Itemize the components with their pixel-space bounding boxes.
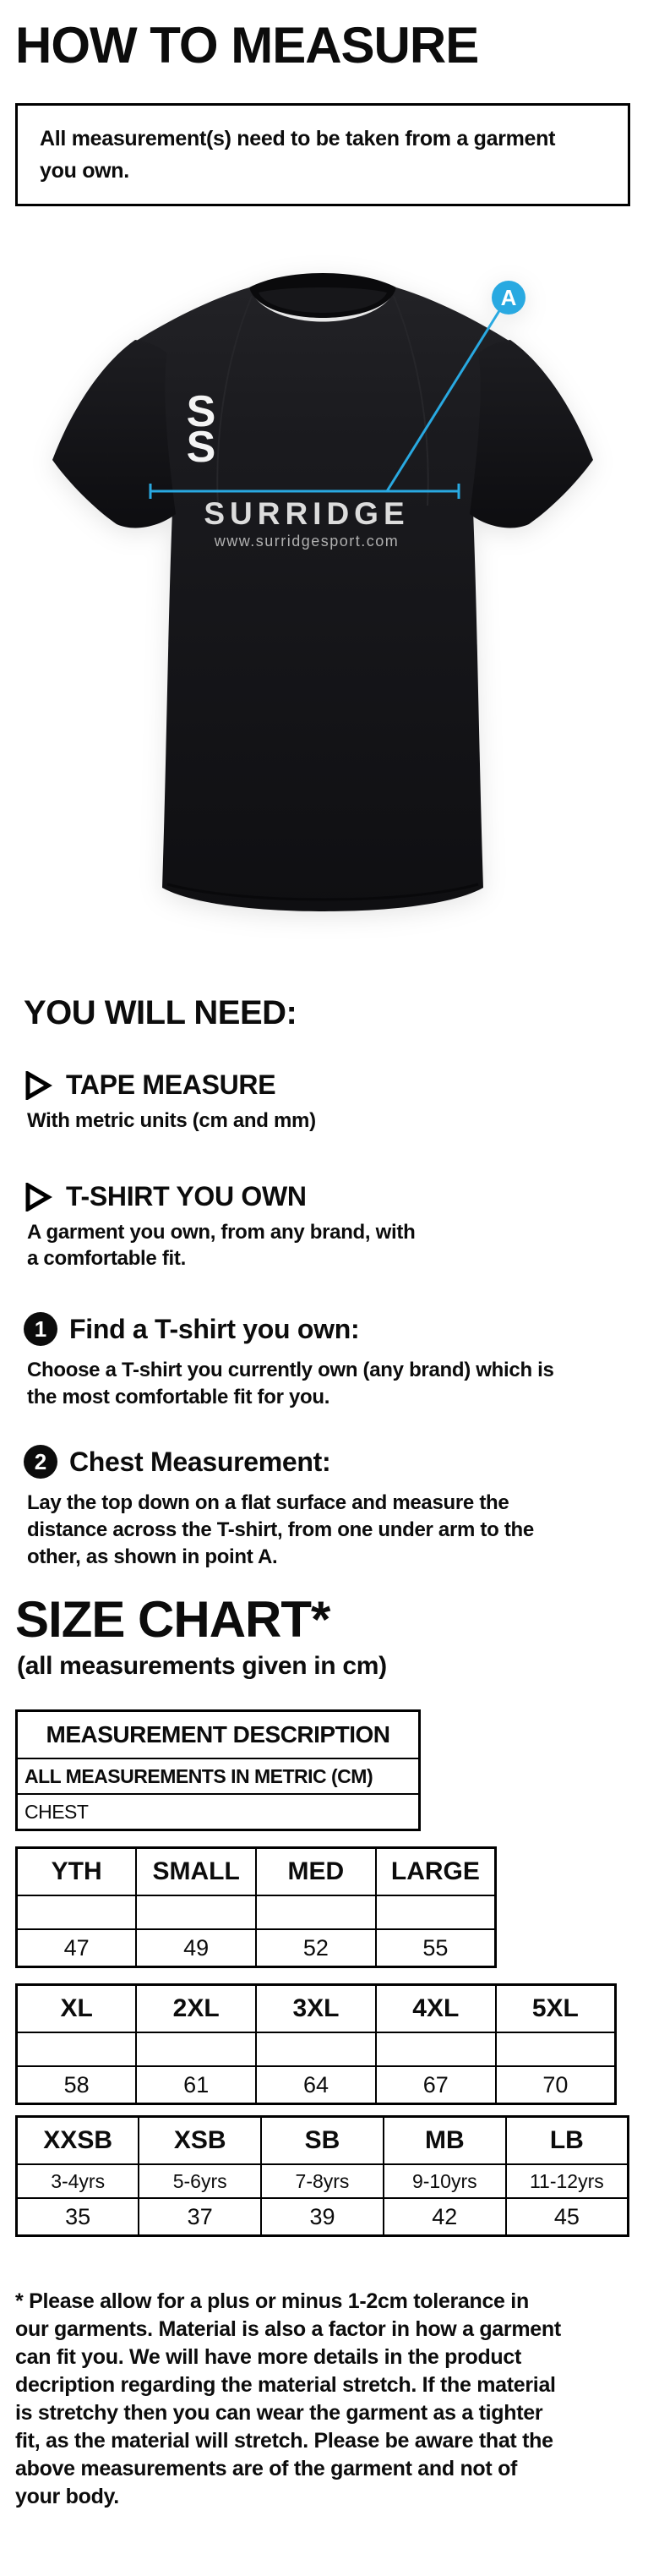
page-title: HOW TO MEASURE — [15, 17, 479, 74]
shirt-brand-text: SURRIDGE — [204, 496, 410, 531]
size-header-cell: YTH — [17, 1848, 137, 1896]
table-cell: CHEST — [17, 1794, 420, 1830]
step-number-badge: 1 — [24, 1312, 57, 1346]
value-cell: 47 — [17, 1929, 137, 1967]
shirt-website-text: www.surridgesport.com — [214, 533, 400, 550]
notice-text: All measurement(s) need to be taken from a garment you own. — [40, 127, 556, 183]
how-to-measure-guide — [0, 17, 648, 2511]
size-header-cell: LARGE — [376, 1848, 496, 1896]
step-title: Chest Measurement: — [69, 1446, 331, 1477]
need-item-title: T-SHIRT YOU OWN — [66, 1181, 307, 1211]
size-header-cell: LB — [506, 2117, 629, 2165]
size-header-cell: 3XL — [256, 1985, 376, 2033]
size-header-cell: XSB — [139, 2117, 261, 2165]
you-will-need-heading: YOU WILL NEED: — [24, 994, 297, 1031]
value-cell: 67 — [376, 2066, 496, 2104]
notice-box — [15, 103, 630, 206]
t-shirt-illustration — [41, 252, 608, 938]
age-cell — [136, 1895, 256, 1929]
value-cell: 35 — [17, 2198, 139, 2236]
age-cell: 9-10yrs — [384, 2164, 506, 2198]
value-cell: 39 — [261, 2198, 384, 2236]
age-cell — [17, 1895, 137, 1929]
value-cell: 52 — [256, 1929, 376, 1967]
age-cell — [17, 2032, 137, 2066]
value-cell: 70 — [496, 2066, 616, 2104]
size-header-cell: 2XL — [136, 1985, 256, 2033]
age-cell — [376, 2032, 496, 2066]
need-item-tape-measure — [24, 1069, 633, 1134]
value-cell: 45 — [506, 2198, 629, 2236]
age-cell: 11-12yrs — [506, 2164, 629, 2198]
value-cell: 61 — [136, 2066, 256, 2104]
table-cell: ALL MEASUREMENTS IN METRIC (CM) — [17, 1758, 420, 1794]
age-cell: 3-4yrs — [17, 2164, 139, 2198]
step-number-badge: 2 — [24, 1445, 57, 1479]
value-cell: 37 — [139, 2198, 261, 2236]
age-cell — [136, 2032, 256, 2066]
size-header-cell: 5XL — [496, 1985, 616, 2033]
step-description: Lay the top down on a flat surface and measure the distance across the T-shirt, from one under arm to the other, as shown in point A. — [27, 1491, 534, 1568]
shirt-right-sleeve — [470, 340, 593, 528]
size-header-cell: 4XL — [376, 1985, 496, 2033]
need-item-tshirt — [24, 1181, 633, 1272]
size-table-junior — [15, 2115, 629, 2237]
need-item-title: TAPE MEASURE — [66, 1069, 276, 1100]
step-title: Find a T-shirt you own: — [69, 1313, 360, 1344]
step-2 — [24, 1445, 633, 1571]
size-table-adult-small — [15, 1846, 497, 1968]
age-cell — [256, 2032, 376, 2066]
triangle-bullet-icon — [24, 1183, 52, 1211]
size-header-cell: MED — [256, 1848, 376, 1896]
value-cell: 42 — [384, 2198, 506, 2236]
size-header-cell: SMALL — [136, 1848, 256, 1896]
shirt-body — [135, 287, 510, 911]
age-cell: 7-8yrs — [261, 2164, 384, 2198]
size-chart-subheading: (all measurements given in cm) — [17, 1652, 387, 1680]
step-description: Choose a T-shirt you currently own (any brand) which is the most comfortable fit for you. — [27, 1359, 554, 1408]
marker-a-label: A — [500, 285, 517, 310]
step-1 — [24, 1312, 633, 1411]
size-header-cell: SB — [261, 2117, 384, 2165]
shirt-diagram — [41, 252, 608, 938]
need-item-description: A garment you own, from any brand, with a comfortable fit. — [27, 1221, 416, 1270]
shirt-left-sleeve — [52, 340, 176, 528]
size-header-cell: XL — [17, 1985, 137, 2033]
age-cell — [496, 2032, 616, 2066]
shirt-logo-monogram: S — [186, 423, 216, 472]
age-cell — [256, 1895, 376, 1929]
need-item-description: With metric units (cm and mm) — [27, 1109, 316, 1132]
shirt-logo-monogram: S — [186, 387, 216, 436]
age-cell — [376, 1895, 496, 1929]
age-cell: 5-6yrs — [139, 2164, 261, 2198]
size-header-cell: MB — [384, 2117, 506, 2165]
value-cell: 58 — [17, 2066, 137, 2104]
table-cell: MEASUREMENT DESCRIPTION — [17, 1711, 420, 1759]
tolerance-footnote: * Please allow for a plus or minus 1-2cm tolerance in our garments. Material is also a factor in how a garment can fit you. We will have more details in the product decription regarding the material stretch. If the material is stretchy then you can wear the garment as a tighter fit, as the material will stretch. Please be aware that the above measurements are of the garment and not of your body. — [15, 2289, 561, 2508]
size-header-cell: XXSB — [17, 2117, 139, 2165]
value-cell: 49 — [136, 1929, 256, 1967]
value-cell: 55 — [376, 1929, 496, 1967]
triangle-bullet-icon — [24, 1071, 52, 1100]
size-chart-heading: SIZE CHART* — [15, 1591, 330, 1648]
size-table-adult-large — [15, 1983, 617, 2105]
value-cell: 64 — [256, 2066, 376, 2104]
measurement-description-table — [15, 1709, 421, 1831]
